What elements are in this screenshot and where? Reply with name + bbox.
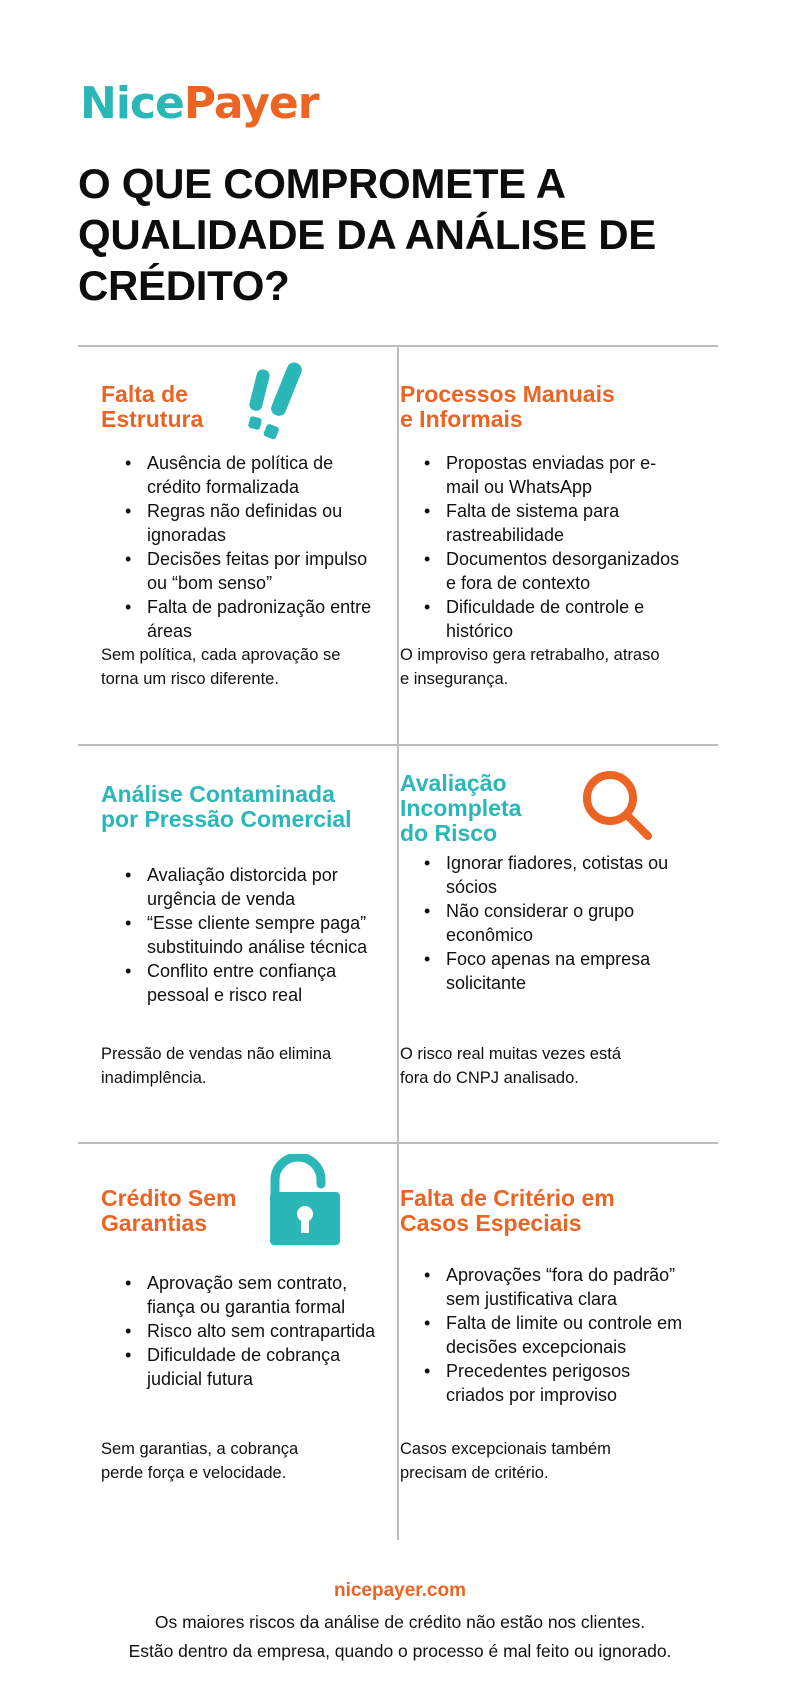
footer-tagline-1: Os maiores riscos da análise de crédito não estão nos clientes. bbox=[154, 1612, 646, 1632]
bullet-item: • Regras não definidas ou ignoradas bbox=[147, 499, 382, 547]
section-summary: Casos excepcionais também precisam de critério. bbox=[400, 1440, 611, 1482]
bullet-item: • Dificuldade de cobrança judicial futura bbox=[147, 1343, 392, 1391]
double-exclamation-icon bbox=[241, 359, 311, 443]
section-summary: Sem garantias, a cobrança perde força e velocidade. bbox=[101, 1440, 299, 1482]
section-analise-contaminada bbox=[78, 746, 396, 1142]
section-falta-de-estrutura bbox=[78, 345, 396, 744]
section-summary: O improviso gera retrabalho, atraso e insegurança. bbox=[400, 646, 660, 688]
bullet-list bbox=[446, 851, 686, 995]
bullet-list bbox=[446, 1263, 691, 1407]
bullet-item: • Falta de padronização entre áreas bbox=[147, 595, 382, 643]
bullet-item: • Falta de sistema para rastreabilidade bbox=[446, 499, 681, 547]
magnifying-glass-icon bbox=[580, 768, 656, 844]
bullet-item: • Dificuldade de controle e histórico bbox=[446, 595, 681, 643]
bullet-item: • Falta de limite ou controle em decisões excepcionais bbox=[446, 1311, 691, 1359]
bullet-item: • Ausência de política de crédito formalizada bbox=[147, 451, 382, 499]
section-summary: O risco real muitas vezes está fora do CNPJ analisado. bbox=[400, 1045, 621, 1087]
bullet-list bbox=[147, 1271, 392, 1391]
section-title: Avaliação Incompleta do Risco bbox=[400, 770, 522, 846]
bullet-item: • Risco alto sem contrapartida bbox=[147, 1319, 392, 1343]
bullet-item: • Precedentes perigosos criados por improviso bbox=[446, 1359, 691, 1407]
footer-tagline-2: Estão dentro da empresa, quando o processo é mal feito ou ignorado. bbox=[128, 1641, 672, 1661]
bullet-item: • Foco apenas na empresa solicitante bbox=[446, 947, 686, 995]
section-title: Processos Manuais e Informais bbox=[400, 381, 615, 432]
bullet-list bbox=[147, 863, 387, 1007]
bullet-item: • Avaliação distorcida por urgência de venda bbox=[147, 863, 387, 911]
footer-website-link[interactable]: nicepayer.com bbox=[333, 1580, 467, 1601]
bullet-item: • Decisões feitas por impulso ou “bom senso” bbox=[147, 547, 382, 595]
bullet-list bbox=[147, 451, 382, 643]
bullet-item: • “Esse cliente sempre paga” substituindo análise técnica bbox=[147, 911, 387, 959]
section-title: Falta de Estrutura bbox=[101, 381, 204, 432]
page-title: O QUE COMPROMETE A QUALIDADE DA ANÁLISE DE CRÉDITO? bbox=[78, 160, 657, 309]
bullet-item: • Conflito entre confiança pessoal e risco real bbox=[147, 959, 387, 1007]
section-title: Análise Contaminada por Pressão Comercial bbox=[101, 781, 352, 832]
section-avaliacao-incompleta bbox=[400, 746, 718, 1142]
bullet-item: • Ignorar fiadores, cotistas ou sócios bbox=[446, 851, 686, 899]
bullet-list bbox=[446, 451, 681, 643]
unlocked-padlock-icon bbox=[268, 1154, 342, 1246]
bullet-item: • Propostas enviadas por e-mail ou WhatsApp bbox=[446, 451, 681, 499]
section-summary: Pressão de vendas não elimina inadimplência. bbox=[101, 1045, 332, 1087]
section-credito-sem-garantias bbox=[78, 1144, 396, 1540]
section-summary: Sem política, cada aprovação se torna um risco diferente. bbox=[101, 646, 341, 688]
section-processos-manuais bbox=[400, 345, 718, 744]
section-title: Crédito Sem Garantias bbox=[101, 1185, 237, 1236]
bullet-item: • Documentos desorganizados e fora de contexto bbox=[446, 547, 681, 595]
issues-grid bbox=[78, 345, 718, 1540]
bullet-item: • Não considerar o grupo econômico bbox=[446, 899, 686, 947]
logo-payer: Payer bbox=[183, 78, 319, 129]
section-title: Falta de Critério em Casos Especiais bbox=[400, 1185, 615, 1236]
bullet-item: • Aprovação sem contrato, fiança ou garantia formal bbox=[147, 1271, 392, 1319]
grid-divider-vertical bbox=[397, 345, 399, 1540]
bullet-item: • Aprovações “fora do padrão” sem justificativa clara bbox=[446, 1263, 691, 1311]
nicepayer-logo bbox=[80, 78, 319, 129]
section-falta-de-criterio bbox=[400, 1144, 718, 1540]
logo-nice: Nice bbox=[80, 78, 184, 129]
